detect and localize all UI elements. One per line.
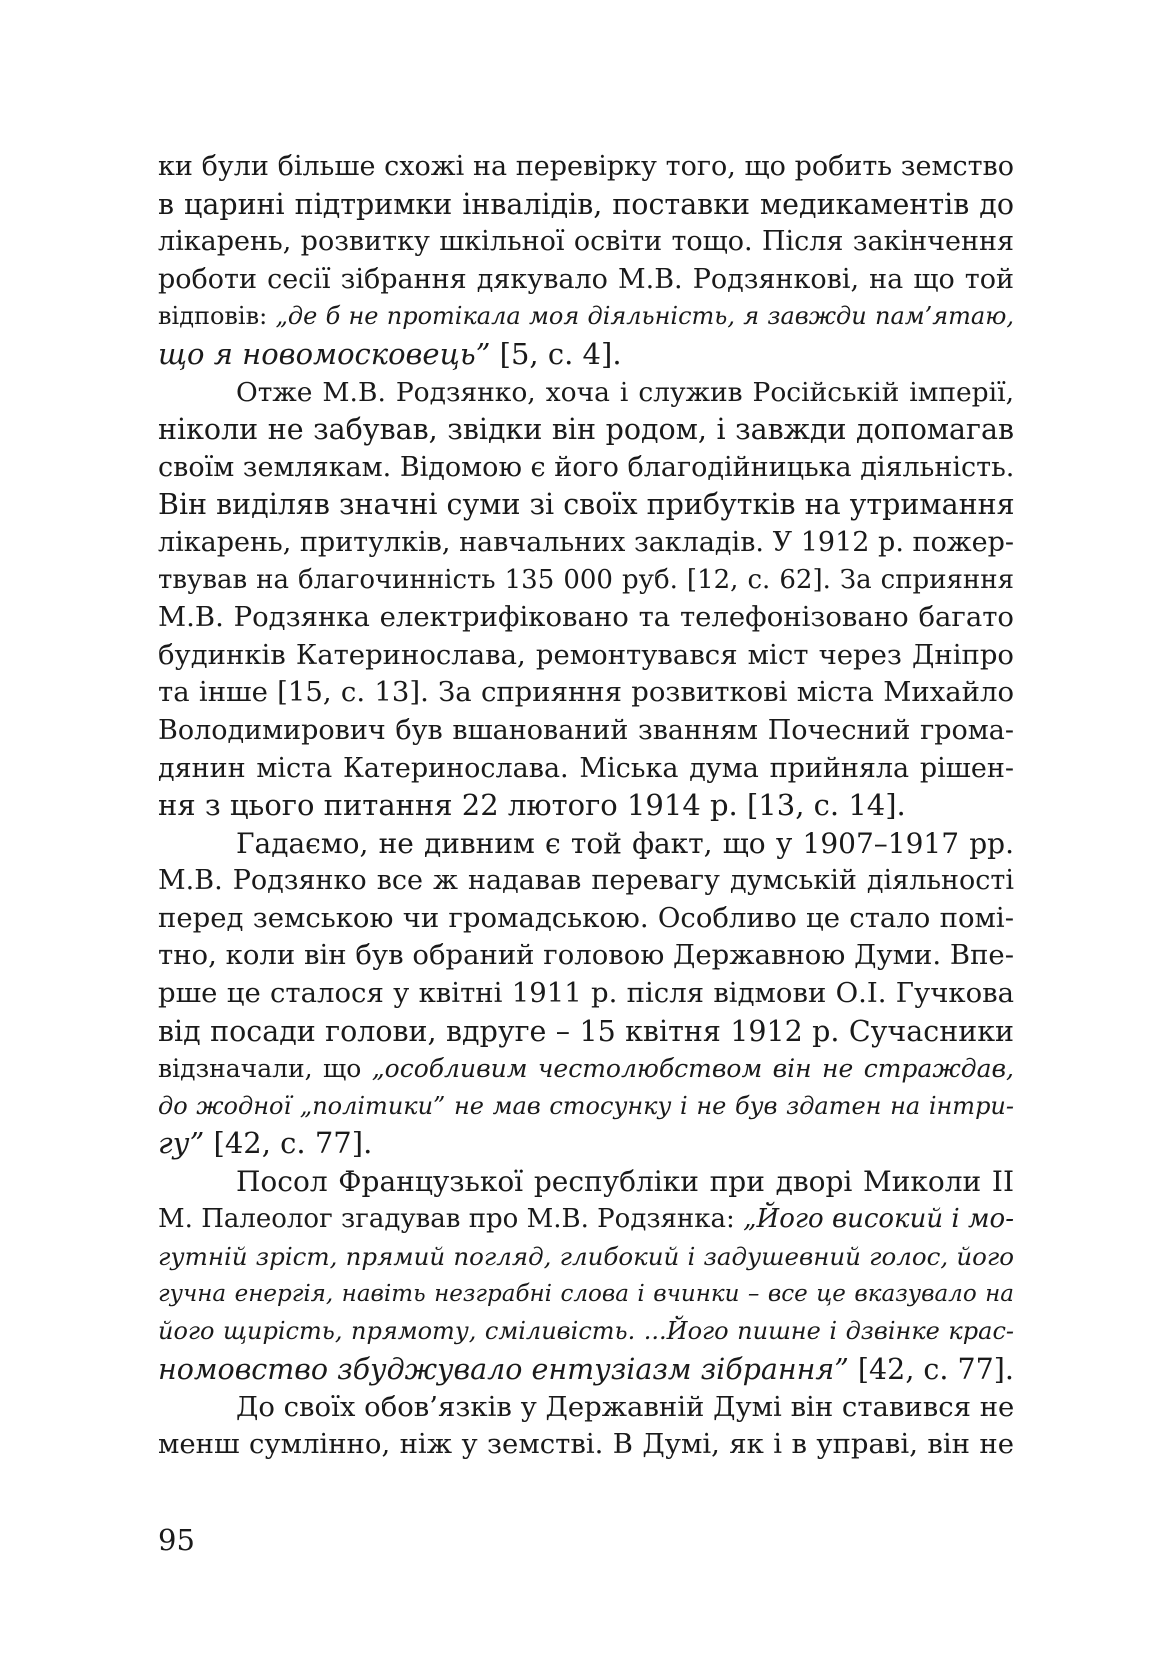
text-segment: від посади голови, вдруге – 15 квітня 1912 р. Сучасники	[158, 1014, 1014, 1048]
text-segment: твував на благочинність 135 000 руб. [12, с. 62]. За сприяння	[158, 564, 1014, 595]
text-segment: в царині підтримки інвалідів, поставки медикаментів до	[158, 187, 1014, 221]
text-line	[158, 1238, 1014, 1276]
text-segment: М.В. Родзянка електрифіковано та телефонізовано багато	[158, 601, 1014, 634]
quoted-text-segment: гучна енергія, навіть незграбні слова і вчинки – все це вказувало на	[158, 1280, 1014, 1307]
text-segment: [42, с. 77].	[204, 1126, 373, 1161]
text-segment: Гадаємо, не дивним є той факт, що у 1907–1917 рр.	[236, 826, 1014, 860]
text-line	[158, 1201, 1014, 1239]
text-line	[158, 825, 1014, 863]
text-line	[158, 1013, 1014, 1051]
text-line	[158, 599, 1014, 637]
text-line	[158, 862, 1014, 900]
text-line	[158, 1389, 1014, 1427]
text-segment: [42, с. 77].	[848, 1353, 1014, 1386]
text-segment: М.В. Родзянко все ж надавав перевагу думській діяльності	[158, 865, 1014, 897]
text-segment: ня з цього питання 22 лютого 1914 р. [13, с. 14].	[158, 788, 906, 823]
text-line	[158, 374, 1014, 412]
text-line	[158, 148, 1014, 186]
text-line	[158, 336, 1014, 374]
quoted-text-segment: гу”	[158, 1126, 205, 1161]
text-line	[158, 1313, 1014, 1351]
page-number: 95	[158, 1523, 195, 1557]
text-line	[158, 937, 1014, 975]
quoted-text-segment: номовство збуджувало ентузіазм зібрання”	[158, 1353, 849, 1386]
quoted-text-segment: „Його високий і мо-	[743, 1203, 1014, 1234]
text-line	[158, 186, 1014, 224]
text-segment: Посол Французької республіки при дворі Миколи ІІ	[236, 1165, 1014, 1199]
text-line	[158, 1125, 1014, 1163]
text-line	[158, 712, 1014, 750]
quoted-text-segment: „де б не протікала моя діяльність, я завжди пам’ятаю,	[275, 302, 1014, 331]
text-line	[158, 1050, 1014, 1088]
page-text	[158, 148, 1014, 1464]
text-line	[158, 975, 1014, 1013]
text-line	[158, 1088, 1014, 1126]
text-segment: М. Палеолог згадував про М.В. Родзянка:	[158, 1203, 744, 1234]
text-line	[158, 1351, 1014, 1389]
text-line	[158, 1276, 1014, 1314]
text-line	[158, 1426, 1014, 1464]
text-segment: [5, с. 4].	[490, 336, 622, 371]
quoted-text-segment: „особливим честолюбством він не страждав,	[371, 1054, 1015, 1084]
text-segment: тно, коли він був обраний головою Державною Думи. Впе-	[158, 939, 1014, 972]
text-segment: ки були більше схожі на перевірку того, що робить земство	[158, 151, 1014, 182]
quoted-text-segment: що я новомосковець”	[158, 336, 491, 371]
text-line	[158, 637, 1014, 675]
text-line	[158, 449, 1014, 487]
text-line	[158, 261, 1014, 299]
text-line	[158, 1163, 1014, 1201]
text-line	[158, 298, 1014, 336]
text-line	[158, 524, 1014, 562]
text-line	[158, 562, 1014, 600]
text-segment: перед земською чи громадською. Особливо це стало помі-	[158, 901, 1014, 934]
text-line	[158, 223, 1014, 261]
text-segment: ніколи не забував, звідки він родом, і завжди допомагав	[158, 413, 1014, 447]
text-line	[158, 411, 1014, 449]
text-segment: Володимирович був вшанований званням Почесний грома-	[158, 714, 1014, 746]
text-segment: своїм землякам. Відомою є його благодійницька діяльність.	[158, 451, 1015, 483]
text-line	[158, 750, 1014, 788]
text-line	[158, 486, 1014, 524]
quoted-text-segment: до жодної „політики” не мав стосунку і не був здатен на інтри-	[158, 1091, 1014, 1120]
text-segment: відзначали, що	[158, 1054, 372, 1084]
text-line	[158, 900, 1014, 938]
text-segment: та інше [15, с. 13]. За сприяння розвиткові міста Михайло	[158, 676, 1014, 709]
text-segment: роботи сесії зібрання дякувало М.В. Родзянкові, на що той	[158, 263, 1014, 295]
text-segment: Він виділяв значні суми зі своїх прибутків на утримання	[158, 488, 1015, 522]
text-segment: лікарень, розвитку шкільної освіти тощо. Після закінчення	[158, 226, 1014, 258]
text-segment: будинків Катеринослава, ремонтувався міст через Дніпро	[158, 638, 1014, 671]
text-segment: лікарень, притулків, навчальних закладів. У 1912 р. пожер-	[158, 526, 1014, 558]
text-line	[158, 787, 1014, 825]
text-line	[158, 674, 1014, 712]
text-segment: відповів:	[158, 302, 276, 331]
text-segment: До своїх обов’язків у Державній Думі він ставився не	[236, 1390, 1015, 1423]
quoted-text-segment: гутній зріст, прямий погляд, глибокий і задушевний голос, його	[158, 1242, 1014, 1272]
quoted-text-segment: його щирість, прямоту, сміливість. ...Його пишне і дзвінке крас-	[158, 1317, 1014, 1346]
text-segment: рше це сталося у квітні 1911 р. після відмови О.І. Гучкова	[158, 977, 1014, 1010]
text-segment: менш сумлінно, ніж у земстві. В Думі, як і в управі, він не	[158, 1428, 1014, 1461]
text-segment: дянин міста Катеринослава. Міська дума прийняла рішен-	[158, 752, 1014, 784]
text-segment: Отже М.В. Родзянко, хоча і служив Російській імперії,	[236, 376, 1014, 408]
